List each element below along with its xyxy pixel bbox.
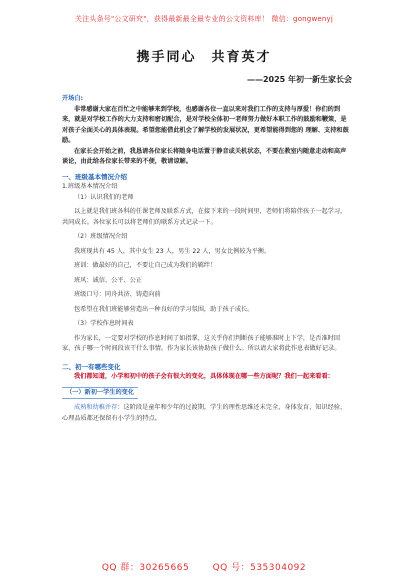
section-2-point	[62, 403, 352, 424]
class-slogan: 班级口号：同舟共济、铸造向前	[74, 291, 161, 298]
section-2-subheading: （一）新初一学生的变化	[62, 387, 138, 400]
opening-paragraph-1: 非常感谢大家在百忙之中能够来到学校，也感谢各位一直以来对我们工作的支持与厚爱！你们的到来，就是对学校工作的大力支持和密切配合，是对学校全体初一老师努力做好本职工作的鼓励和鞭策，是对孩子全面关心的具体表现。希望您能借此机会了解学校的发展状况，更希望能得到您的 理解、支持和鼓励。	[62, 105, 349, 144]
top-banner: 关注头条号"公文研究"，获得最新最全最专业的公文资料库！ 微信：gongwenyj	[74, 15, 334, 23]
item-3-text: 作为家长，一定要对学校的作息时间了如指掌，这关乎你们判断孩子能够准时上下学，是否准时回家，孩子哪一个时间段该干什么事情。作为家长该协助孩子做什么。所以请大家将此作息表做好记录。	[62, 334, 341, 352]
section-2-heading: 二、初一有哪些变化	[62, 362, 121, 371]
page-subtitle: ——2025 年初一新生家长会	[246, 75, 352, 84]
item-3-heading: （3）学校作息时间表	[74, 320, 134, 327]
footer-qq-number: QQ 号：535304092	[212, 563, 307, 573]
section-2-point-text: ：这阶段是童年和少年的过渡期，学生的理性思维还未完全，身体发育、知识经验、心理品质都还保留有小学生的特点。	[62, 404, 347, 422]
section-2-lead: 我们都知道，小学和初中的孩子会有很大的变化，具体体现在哪一些方面呢？我们一起来看看：	[74, 373, 334, 380]
item-2-heading: （2）班级情况介绍	[74, 233, 128, 240]
class-hope: 包希望在我们班能够营造出一种良好的学习氛围，助于孩子成长。	[74, 305, 254, 313]
class-motto: 班训：做最好的自己，不要让自己成为我们的羁绊！	[74, 262, 217, 269]
section-2-point-label: 成熟和幼稚并存	[74, 404, 118, 411]
opening-paragraph-2: 在家长会开始之前，我恳请各位家长将随身电话置于静音或关机状态，不要在教室内随意走动和高声谈论，由此给各位家长带来的不便，敬请谅解。	[62, 147, 347, 165]
page-title: 携手同心 共育英才	[136, 50, 272, 65]
item-1-text: 以上就是我们班各科的任课老师及联系方式，在接下来的一段时间里，老师们将陪伴孩子一起学习，共同成长。各位家长可以将老师们的联系方式记录一下。	[62, 208, 347, 226]
item-2-text: 我班现共有 45 人，其中女生 23 人，男生 22 人，男女比例较为平衡。	[74, 247, 271, 255]
document-body	[62, 94, 352, 424]
class-style: 班风：诚信、公平、公正	[74, 276, 143, 284]
section-1-subheading: 1.班级基本情况介绍	[62, 183, 118, 190]
section-1-heading: 一、班级基本情况介绍	[62, 172, 127, 181]
footer-qq-group: QQ 群：30265665	[101, 563, 190, 573]
footer	[0, 560, 408, 573]
item-1-heading: （1）认识我们的老师	[74, 193, 134, 201]
opening-label: 开场白:	[62, 95, 84, 102]
